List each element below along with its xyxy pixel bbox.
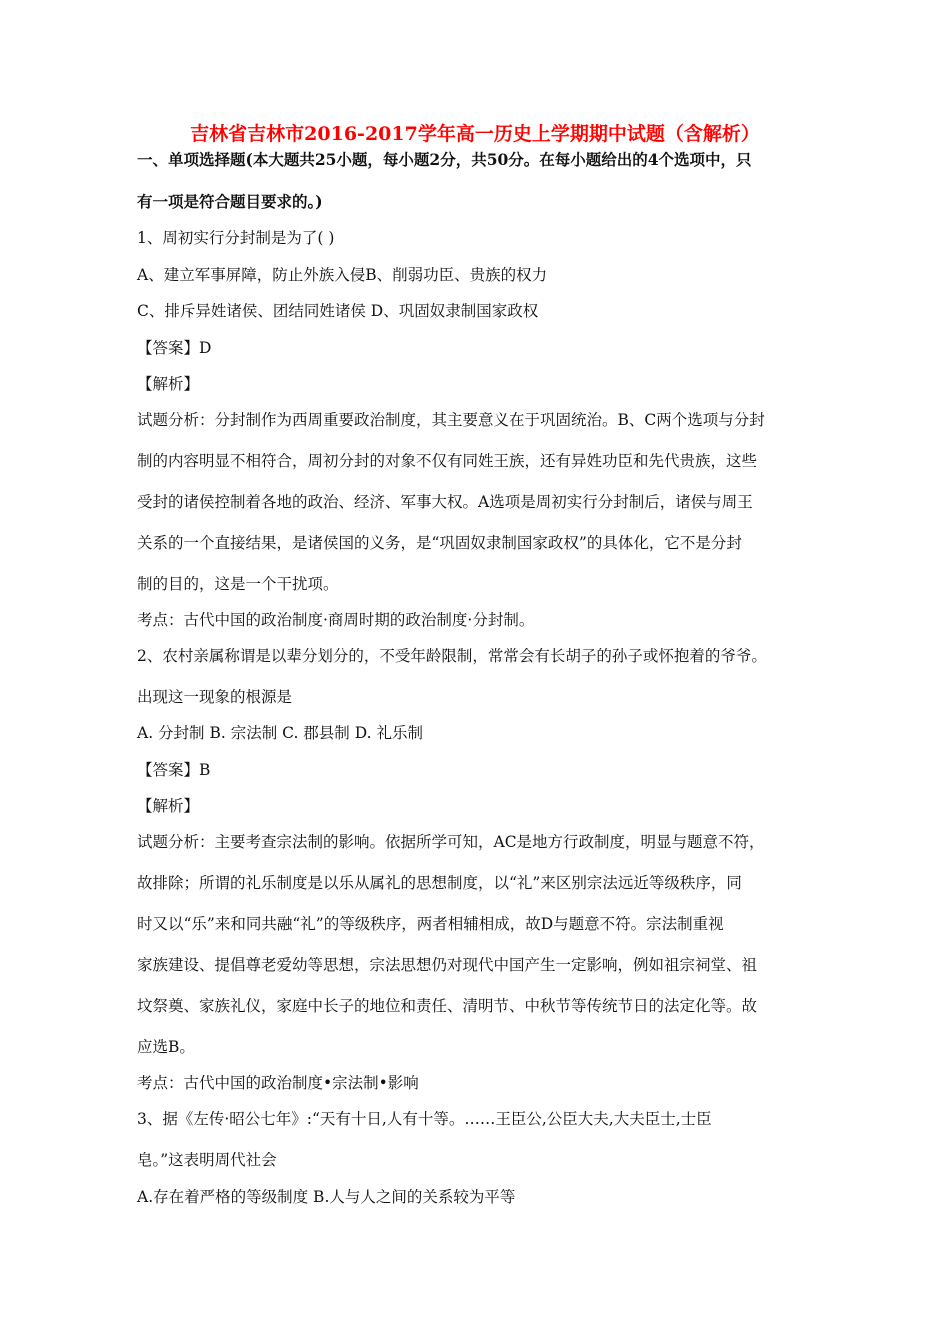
question-1-stem: 1、周初实行分封制是为了( ): [137, 229, 335, 247]
question-2-knowledge-point: 考点：古代中国的政治制度•宗法制•影响: [137, 1074, 419, 1092]
question-2-stem-cont: 出现这一现象的根源是: [137, 688, 293, 706]
question-2-analysis-line: 故排除；所谓的礼乐制度是以乐从属礼的思想制度，以“礼”来区别宗法远近等级秩序，同: [137, 874, 742, 892]
section-heading-line-2: 有一项是符合题目要求的。): [137, 192, 323, 211]
question-1-options-cd: C、排斥异姓诸侯、团结同姓诸侯 D、巩固奴隶制国家政权: [137, 302, 539, 320]
document-title: 吉林省吉林市2016-2017学年高一历史上学期期中试题（含解析）: [190, 123, 760, 145]
question-3-stem-cont: 皂。”这表明周代社会: [137, 1151, 277, 1169]
question-2-analysis-label: 【解析】: [137, 797, 200, 815]
question-1-knowledge-point: 考点：古代中国的政治制度·商周时期的政治制度·分封制。: [137, 611, 535, 629]
question-1-answer: 【答案】D: [137, 339, 212, 357]
question-3-stem: 3、据《左传·昭公七年》:“天有十日,人有十等。……王臣公,公臣大夫,大夫臣士,士臣: [137, 1110, 712, 1128]
question-1-analysis-line: 试题分析：分封制作为西周重要政治制度，其主要意义在于巩固统治。B、C两个选项与分封: [137, 411, 765, 429]
question-3-options-ab: A.存在着严格的等级制度 B.人与人之间的关系较为平等: [137, 1188, 516, 1206]
question-1-analysis-line: 制的目的，这是一个干扰项。: [137, 575, 339, 593]
question-1-analysis-line: 受封的诸侯控制着各地的政治、经济、军事大权。A选项是周初实行分封制后，诸侯与周王: [137, 493, 753, 511]
question-2-analysis-line: 试题分析：主要考查宗法制的影响。依据所学可知，AC是地方行政制度，明显与题意不符，: [137, 833, 765, 851]
question-2-analysis-line: 坟祭奠、家族礼仪，家庭中长子的地位和责任、清明节、中秋节等传统节日的法定化等。故: [137, 997, 758, 1015]
question-2-analysis-line: 家族建设、提倡尊老爱幼等思想，宗法思想仍对现代中国产生一定影响，例如祖宗祠堂、祖: [137, 956, 758, 974]
question-1-analysis-label: 【解析】: [137, 375, 200, 393]
question-1-analysis-line: 制的内容明显不相符合，周初分封的对象不仅有同姓王族，还有异姓功臣和先代贵族，这些: [137, 452, 758, 470]
section-heading-line-1: 一、单项选择题(本大题共25小题，每小题2分，共50分。在每小题给出的4个选项中，只: [137, 150, 752, 169]
question-2-analysis-line: 时又以“乐”来和同共融“礼”的等级秩序，两者相辅相成，故D与题意不符。宗法制重视: [137, 915, 724, 933]
question-2-analysis-line: 应选B。: [137, 1038, 195, 1056]
question-1-analysis-line: 关系的一个直接结果，是诸侯国的义务，是“巩固奴隶制国家政权”的具体化，它不是分封: [137, 534, 742, 552]
question-2-options: A. 分封制 B. 宗法制 C. 郡县制 D. 礼乐制: [137, 724, 423, 742]
question-1-options-ab: A、建立军事屏障，防止外族入侵B、削弱功臣、贵族的权力: [137, 266, 548, 284]
question-2-answer: 【答案】B: [137, 761, 211, 779]
question-2-stem: 2、农村亲属称谓是以辈分划分的，不受年龄限制，常常会有长胡子的孙子或怀抱着的爷爷。: [137, 647, 767, 665]
